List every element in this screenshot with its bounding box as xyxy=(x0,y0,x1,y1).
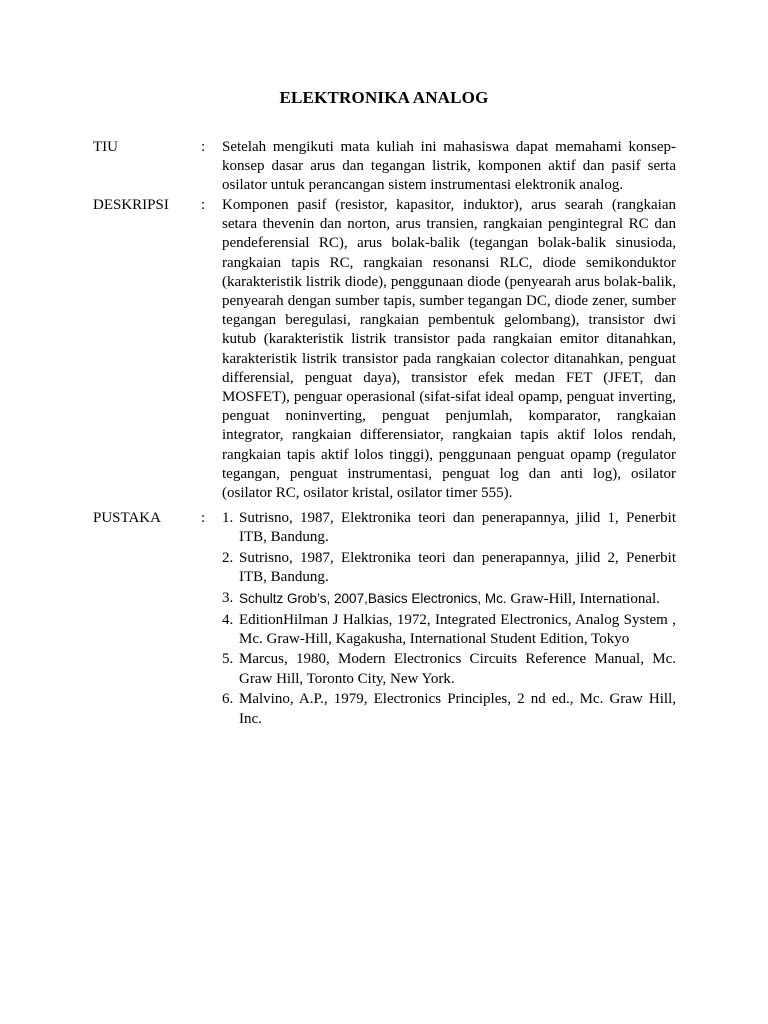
reference-text: Malvino, A.P., 1979, Electronics Principles, 2 nd ed., Mc. Graw Hill, Inc. xyxy=(239,691,676,727)
reference-text: Sutrisno, 1987, Elektronika teori dan penerapannya, jilid 2, Penerbit ITB, Bandung. xyxy=(239,549,676,586)
reference-list xyxy=(222,509,676,729)
reference-number: 4. xyxy=(222,611,234,628)
reference-item-2 xyxy=(222,549,676,587)
reference-list-container xyxy=(222,509,676,730)
reference-text: EditionHilman J Halkias, 1972, Integrated Electronics, Analog System , Mc. Graw-Hill, Kagakusha, International Student Edition, Tokyo xyxy=(239,611,676,647)
document-title: ELEKTRONIKA ANALOG xyxy=(279,88,489,107)
reference-number: 1. xyxy=(222,510,234,526)
reference-item-1 xyxy=(222,509,676,547)
reference-text-sans: Schultz Grob’s, 2007,Basics Electronics, Mc. xyxy=(239,590,507,606)
section-label-deskripsi: DESKRIPSI xyxy=(93,197,169,213)
section-colon-tiu: : xyxy=(201,139,206,155)
section-text-tiu: Setelah mengikuti mata kuliah ini mahasiswa dapat memahami konsep-konsep dasar arus dan tegangan listrik, komponen aktif dan pasif serta osilator untuk perancangan sistem instrumentasi elektronik analog. xyxy=(222,139,676,194)
section-label-tiu: TIU xyxy=(93,139,118,155)
reference-text: Graw-Hill, International. xyxy=(506,590,660,607)
reference-number: 2. xyxy=(222,549,234,566)
section-label-pustaka: PUSTAKA xyxy=(93,510,161,526)
reference-item-3 xyxy=(222,589,676,609)
reference-number: 6. xyxy=(222,691,234,708)
section-colon-deskripsi: : xyxy=(201,197,206,213)
reference-text: Marcus, 1980, Modern Electronics Circuits Reference Manual, Mc. Graw Hill, Toronto City, New York. xyxy=(239,651,676,687)
reference-item-6 xyxy=(222,690,676,728)
reference-number: 3. xyxy=(222,589,234,606)
section-colon-pustaka: : xyxy=(201,510,206,526)
reference-item-4 xyxy=(222,611,676,649)
reference-number: 5. xyxy=(222,651,234,668)
reference-text: Sutrisno, 1987, Elektronika teori dan penerapannya, jilid 1, Penerbit ITB, Bandung. xyxy=(239,510,676,546)
reference-item-5 xyxy=(222,650,676,688)
section-text-deskripsi: Komponen pasif (resistor, kapasitor, induktor), arus searah (rangkaian setara thevenin dan norton, arus transien, rangkaian pengintegral RC dan pendeferensial RC), arus bolak-balik (tegangan bolak-balik sinusioda, rangkaian tapis RC, rangkaian resonansi RLC, diode semikonduktor (karakteristik listrik diode), penggunaan diode (penyearah arus bolak-balik, penyearah dengan sumber tapis, sumber tegangan DC, diode zener, sumber tegangan beregulasi, rangkaian pembentuk gelombang), transistor dwi kutub (karakteristik listrik transistor pada rangkaian emitor ditanahkan, karakteristik listrik transistor pada rangkaian colector ditanahkan, penguat differensial, penguat daya), transistor efek medan FET (JFET, dan MOSFET), penguar operasional (sifat-sifat ideal opamp, penguat inverting, penguat noninverting, penguat penjumlah, komparator, rangkaian integrator, rangkaian differensiator, rangkaian tapis aktif lolos rendah, rangkaian tapis aktif lolos tinggi), penggunaan penguat opamp (regulator tegangan, penguat instrumentasi, penguat log dan anti log), osilator (osilator RC, osilator kristal, osilator timer 555). xyxy=(222,197,676,502)
